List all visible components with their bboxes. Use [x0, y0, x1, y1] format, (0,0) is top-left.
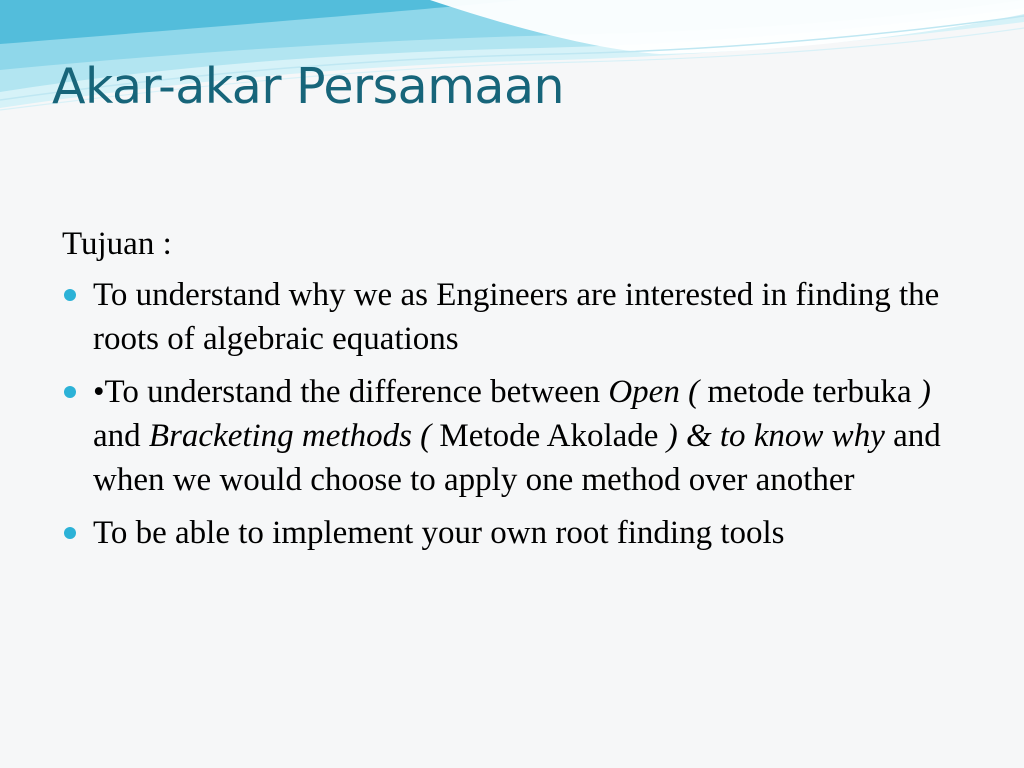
bullet-dot-icon [64, 289, 76, 301]
text-segment: and [93, 418, 149, 454]
italic-text-segment: ) & to know why [666, 418, 885, 454]
slide-title: Akar-akar Persamaan [52, 58, 565, 115]
intro-label: Tujuan : [62, 226, 172, 262]
bullet-text: To be able to implement your own root finding tools [93, 515, 785, 551]
bullet-dot-icon [64, 386, 76, 398]
text-segment: Metode Akolade [431, 418, 667, 454]
italic-text-segment: ) [919, 374, 931, 410]
text-segment: •To understand the difference between [93, 374, 609, 410]
text-segment: and when we would choose to apply one method over another [93, 418, 941, 498]
italic-text-segment: Bracketing methods ( [148, 418, 432, 454]
slide-body [62, 222, 962, 564]
bullet-item [62, 370, 962, 502]
bullet-text [93, 374, 941, 498]
italic-text-segment: Open ( [608, 374, 700, 410]
bullet-item [62, 511, 962, 555]
bullet-dot-icon [64, 527, 76, 539]
bullet-list [62, 273, 962, 555]
text-segment: metode terbuka [699, 374, 920, 410]
bullet-item [62, 273, 962, 361]
bullet-text: To understand why we as Engineers are interested in finding the roots of algebraic equations [93, 277, 940, 357]
